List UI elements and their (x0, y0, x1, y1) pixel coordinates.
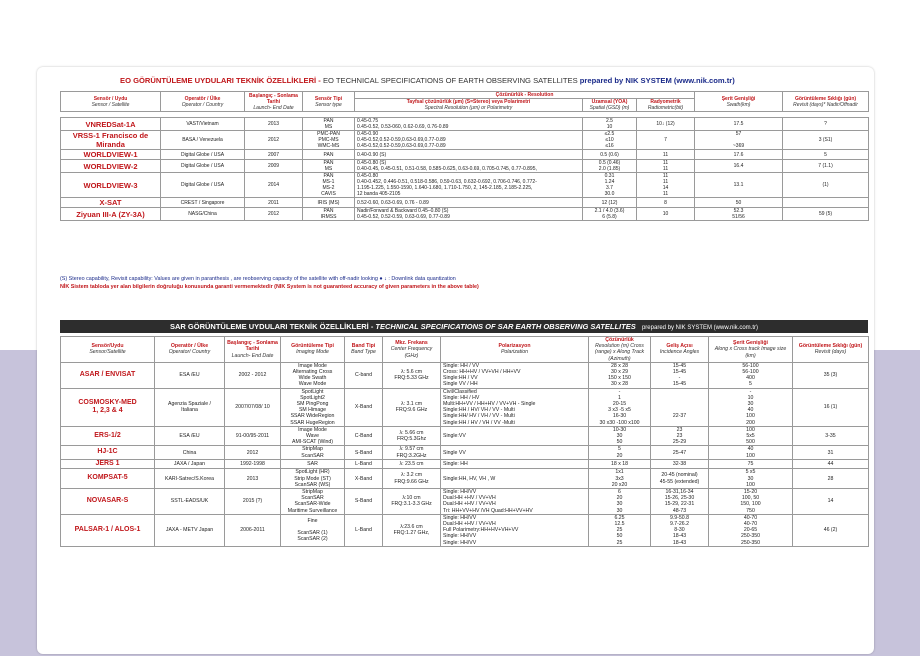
eo-radiometric: 10↓ (12) (637, 118, 695, 131)
eo-date: 2009 (245, 160, 303, 173)
sar-pol: Civil/Classified Single: HH / HV Multi:HH+VV / HH+HV / VV+VH - Single Single:HH / HV/ VH / VV - Multi Single:HH/ HV / VH / VV - Multi Single:HH / HV / VH / VV -Multi (441, 388, 589, 426)
sar-band: X-Band (345, 388, 383, 426)
sar-date: 2012 (225, 446, 281, 459)
sar-table (60, 336, 869, 547)
eo-date: 2011 (245, 198, 303, 208)
sar-operator: SSTL-EADS/UK (155, 488, 225, 514)
eo-header-swath: Şerit Genişliği Swath(km) (695, 92, 783, 112)
sar-header-launch: Başlangıç - Sonlama Tarihi Launch- End Date (225, 337, 281, 363)
sar-operator: China (155, 446, 225, 459)
sar-header-freq: Mkz. Frekans Center Frequency (GHz) (383, 337, 441, 363)
eo-spatial: 0.5 (0.46) 2.0 (1.85) (583, 160, 637, 173)
table-row (61, 469, 869, 489)
sar-header-revisit: Görüntüleme Sıklığı (gün) Revisit (days) (793, 337, 869, 363)
table-row (61, 446, 869, 459)
table-row (61, 208, 869, 221)
sar-res: 28 x 28 30 x 29 150 x 150 30 x 28 (589, 362, 651, 388)
sar-band: L-Band (345, 459, 383, 469)
sar-revisit: 16 (1) (793, 388, 869, 426)
eo-radiometric: 11 (637, 150, 695, 160)
sar-inc: 9.9-50.8 9.7-26.2 8-30 18-43 18-43 (651, 514, 709, 546)
sar-revisit: 31 (793, 446, 869, 459)
eo-sensor-name: VRSS-1 Francisco de Miranda (61, 131, 161, 150)
eo-revisit: 7 (1.1) (783, 160, 869, 173)
sar-inc: 16-31,16-34 15-26, 25-30 15-29, 22-31 48-73 (651, 488, 709, 514)
eo-date: 2007 (245, 150, 303, 160)
sar-mode: StripMap ScanSAR (281, 446, 345, 459)
eo-type: PMC-PAN PMC-MS WMC-MS (303, 131, 355, 150)
eo-title-en: EO TECHNICAL SPECIFICATIONS OF EARTH OBSERVING SATELLITES (322, 76, 578, 85)
sar-res: 6.25 12.5 25 50 25 (589, 514, 651, 546)
eo-spectral: 0.40-0.90 (S) (355, 150, 583, 160)
table-row (61, 118, 869, 131)
eo-sensor-name: X-SAT (61, 198, 161, 208)
sar-mode: StripMap ScanSAR ScanSAR-Wide Maritime Surveillance (281, 488, 345, 514)
table-row (61, 514, 869, 546)
eo-sensor-name: WORLDVIEW-3 (61, 173, 161, 198)
sar-band: S-Band (345, 446, 383, 459)
eo-header-spectral: Tayfsal çözünürlük (µm) (S=Stereo) veya Polarimetri Spectral Resolution (µm) or Polarimetry (355, 99, 583, 112)
eo-header-operator: Operatör / Ülke Operator / Country (161, 92, 245, 112)
sar-inc: 20-45 (nominal) 45-55 (extended) (651, 469, 709, 489)
sar-swath: 56-100 56-100 400 5 (709, 362, 793, 388)
sar-title-by: prepared by NIK SYSTEM (www.nik.com.tr) (641, 325, 758, 331)
eo-swath: 17.6 (695, 150, 783, 160)
sar-operator: JAXA / Japan (155, 459, 225, 469)
sar-pol: Single:HH, HV, VH , W (441, 469, 589, 489)
sar-header-pol: Polarizasyon Polarization (441, 337, 589, 363)
sar-header-res: Çözünürlük Resolution (m) Cross (range) x Along Track (Azimuth) (589, 337, 651, 363)
sar-mode: SpotLight SpotLight2 SM PingPong SM Himage SSAR WideRegion SSAR HugeRegion (281, 388, 345, 426)
sar-res: 6 20 30 30 (589, 488, 651, 514)
sar-header-operator: Operatör / Ülke Operator/ Country (155, 337, 225, 363)
eo-spatial: 2.5 10 (583, 118, 637, 131)
eo-revisit: (1) (783, 173, 869, 198)
eo-type: PAN MS (303, 160, 355, 173)
sar-mode: Fine ScanSAR (1) ScanSAR (2) (281, 514, 345, 546)
sar-date: 2002 - 2012 (225, 362, 281, 388)
sar-header-inc: Geliş Açısı Incidence Angles (651, 337, 709, 363)
eo-table (60, 91, 869, 221)
eo-header-row (61, 92, 869, 99)
eo-revisit: ? (783, 118, 869, 131)
eo-header-launch: Başlangıç - Sonlama Tarihi Launch- End Date (245, 92, 303, 112)
sar-revisit: 14 (793, 488, 869, 514)
eo-spectral: 0.45-0.90 0.45-0.52,0.52-0.59,0.63-0.69,0.77-0.89 0.45-0.52,0.52-0.59,0.63-0.69,0.77-0.89 (355, 131, 583, 150)
sar-revisit: 46 (2) (793, 514, 869, 546)
sar-freq: λ:23.6 cm FRQ:1.27 GHz, (383, 514, 441, 546)
eo-swath: 13.1 (695, 173, 783, 198)
eo-operator: Digital Globe / USA (161, 160, 245, 173)
eo-spatial: 2.1 / 4.0 (3.6) 6 (5.8) (583, 208, 637, 221)
sar-date: 1992-1998 (225, 459, 281, 469)
sar-freq: λ: 23.5 cm (383, 459, 441, 469)
table-row (61, 198, 869, 208)
eo-note-disclaimer: NİK Sistem tabloda yer alan bilgilerin doğruluğu konusunda garanti vermemektedir (NIK System is not guaranteed accuracy of given parameters in the above table) (60, 284, 479, 290)
eo-sensor-name: WORLDVIEW-1 (61, 150, 161, 160)
sar-mode: SpotLight (HR) Strip Mode (ST) ScanSAR (WS) (281, 469, 345, 489)
eo-header-radiometric: Radyometrik Radiometric(bit) (637, 99, 695, 112)
sar-operator: ESA /EU (155, 426, 225, 446)
eo-spectral: 0.45-0.75 0.45-0.52, 0.53-060, 0.62-0.69, 0.76-0.89 (355, 118, 583, 131)
eo-radiometric: 11 11 14 11 (637, 173, 695, 198)
sar-date: 2015 (?) (225, 488, 281, 514)
table-row (61, 362, 869, 388)
page-top (0, 0, 920, 30)
eo-type: PAN MS-1 MS-2 CAVIS (303, 173, 355, 198)
sar-sensor-name: ASAR / ENVISAT (61, 362, 155, 388)
eo-spatial: ≤2.5 ≤10 ≤16 (583, 131, 637, 150)
eo-spectral: 0.45-0.80 (S) 0.40-0.45, 0.45-0.51, 0.51-0.58, 0.585-0.625, 0.63-0.69, 0.705-0.745, 0.77-0.895, (355, 160, 583, 173)
sar-title-tr: SAR GÖRÜNTÜLEME UYDULARI TEKNİK ÖZELLİKLERİ - (169, 322, 374, 331)
eo-header-spatial: Uzamsal (YÖA) Spatial (GSD) (m) (583, 99, 637, 112)
sar-pol: Single:VV (441, 426, 589, 446)
sar-freq: λ: 9.57 cm FRQ:3.2GHz (383, 446, 441, 459)
eo-sensor-name: Ziyuan III-A (ZY-3A) (61, 208, 161, 221)
sar-mode: SAR (281, 459, 345, 469)
eo-radiometric: 7 (637, 131, 695, 150)
eo-spectral: 0.52-0.60, 0.63-0.69, 0.76 - 0.89 (355, 198, 583, 208)
sar-operator: JAXA - METV Japan (155, 514, 225, 546)
eo-spectral: 0.45-0.80 0.40-0.452, 0.446-0.51, 0.518-0.586, 0.59-0.63, 0.632-0.692, 0.706-0.746, 0.772- 1.195-1.225, 1.550-1590, 1.640-1.680, 1.710-1.750, 2, 145-2.185, 2.185-2.225, 12 banda 405-2105 (355, 173, 583, 198)
eo-title-tr: EO GÖRÜNTÜLEME UYDULARI TEKNİK ÖZELLİKLERİ - (120, 76, 321, 85)
eo-title (120, 76, 735, 85)
eo-spatial: 12 (12) (583, 198, 637, 208)
sar-swath: 75 (709, 459, 793, 469)
eo-date: 2014 (245, 173, 303, 198)
eo-header-type: Sensör Tipi Sensor type (303, 92, 355, 112)
sar-sensor-name: PALSAR-1 / ALOS-1 (61, 514, 155, 546)
eo-header-revisit: Görüntüleme Sıklığı (gün) Revisit (days)* Nadir/Offnadir (783, 92, 869, 112)
sar-swath: 5 x5 30 100 (709, 469, 793, 489)
eo-type: PAN IRMSS (303, 208, 355, 221)
sar-res: 18 x 18 (589, 459, 651, 469)
sar-date: 2006-2011 (225, 514, 281, 546)
sar-freq: λ: 3.2 cm FRQ:9.66 GHz (383, 469, 441, 489)
sar-revisit: 3-35 (793, 426, 869, 446)
sar-res: 10-30 30 50 (589, 426, 651, 446)
eo-swath: 50 (695, 198, 783, 208)
eo-spatial: 0.5 (0.6) (583, 150, 637, 160)
sar-mode: Image Mode Alternating Cross Wide Swath Wave Mode (281, 362, 345, 388)
sar-freq: λ: 3.1 cm FRQ:9.6 GHz (383, 388, 441, 426)
sar-title-en: TECHNICAL SPECIFICATIONS OF SAR EARTH OBSERVING SATELLITES (375, 322, 636, 331)
sar-inc: 15-45 15-45 - 15-45 (651, 362, 709, 388)
sar-res: 5 20 (589, 446, 651, 459)
sar-freq: λ: 5.66 cm FRQ:5.3Ghz (383, 426, 441, 446)
eo-revisit (783, 198, 869, 208)
eo-type: PAN MS (303, 118, 355, 131)
eo-radiometric: 8 (637, 198, 695, 208)
table-row (61, 459, 869, 469)
table-row (61, 426, 869, 446)
sar-res: - 1 20-15 3 x3 -5 x5 16-30 30 x30 -100 x100 (589, 388, 651, 426)
eo-spatial: 0.31 1.24 3.7 30.0 (583, 173, 637, 198)
eo-swath: 17.5 (695, 118, 783, 131)
sar-revisit: 35 (3) (793, 362, 869, 388)
sar-inc: 25-47 (651, 446, 709, 459)
sar-inc: 22-37 (651, 388, 709, 426)
sar-header-sensor: Sensör/Uydu Sensor/Satellite (61, 337, 155, 363)
sar-date: 2007/07/08/ 10 (225, 388, 281, 426)
sar-swath: - 10 30 40 100 200 (709, 388, 793, 426)
sar-freq: λ:10 cm FRQ:3.1-3.3 GHz (383, 488, 441, 514)
eo-spectral: Nadir/Forward & Backward 0.45–0.80 (S) 0.45-0.52, 0.52-0.59, 0.63-0.69, 0.77-0.89 (355, 208, 583, 221)
sar-mode: Image Mode Wave AMI-SCAT (Wind) (281, 426, 345, 446)
eo-revisit: 5 (783, 150, 869, 160)
sar-header-band: Band Tipi Band Type (345, 337, 383, 363)
sar-band: C-Band (345, 426, 383, 446)
table-row (61, 160, 869, 173)
eo-radiometric: 10 (637, 208, 695, 221)
table-row (61, 388, 869, 426)
eo-operator: NASG/China (161, 208, 245, 221)
sar-band: S-Band (345, 488, 383, 514)
eo-swath: 16.4 (695, 160, 783, 173)
sar-pol: Single VV (441, 446, 589, 459)
eo-date: 2012 (245, 131, 303, 150)
sar-res: 1x1 3x3 20 x20 (589, 469, 651, 489)
eo-title-by: prepared by NIK SYSTEM (www.nik.com.tr) (579, 76, 735, 85)
sar-sensor-name: KOMPSAT-5 (61, 469, 155, 489)
table-row (61, 173, 869, 198)
sar-band: L-Band (345, 514, 383, 546)
sar-swath: 100 5x5 500 (709, 426, 793, 446)
sar-date: 2013 (225, 469, 281, 489)
eo-revisit: 3 (S1) (783, 131, 869, 150)
table-row (61, 131, 869, 150)
eo-type: IRIS (MS) (303, 198, 355, 208)
eo-operator: VAST/Vietnam (161, 118, 245, 131)
eo-radiometric: 11 11 (637, 160, 695, 173)
sar-swath: 40 100 (709, 446, 793, 459)
eo-date: 2012 (245, 208, 303, 221)
eo-sensor-name: WORLDVIEW-2 (61, 160, 161, 173)
sar-sensor-name: JERS 1 (61, 459, 155, 469)
sar-inc: 32-38 (651, 459, 709, 469)
eo-operator: CREST / Singapore (161, 198, 245, 208)
eo-operator: BASA / Venezuela (161, 131, 245, 150)
sar-title (60, 320, 868, 333)
sar-sensor-name: NOVASAR-S (61, 488, 155, 514)
table-row (61, 150, 869, 160)
sar-band: C-band (345, 362, 383, 388)
sar-header-swath: Şerit Genişliği Along x Cross track Image size (km) (709, 337, 793, 363)
eo-type: PAN (303, 150, 355, 160)
eo-revisit: 59 (5) (783, 208, 869, 221)
sar-revisit: 44 (793, 459, 869, 469)
eo-swath: 52.3 51/56 (695, 208, 783, 221)
sar-sensor-name: HJ-1C (61, 446, 155, 459)
eo-swath: 57 ~369 (695, 131, 783, 150)
sar-revisit: 28 (793, 469, 869, 489)
sar-pol: Single: HH (441, 459, 589, 469)
eo-date: 2013 (245, 118, 303, 131)
sar-operator: Agenzia Spaziale / Italiana (155, 388, 225, 426)
table-row (61, 488, 869, 514)
eo-sensor-name: VNREDSat-1A (61, 118, 161, 131)
sar-operator: ESA /EU (155, 362, 225, 388)
sar-pol: Single: HH/VV Dual:HH +HV / VV+VH Dual:HH +HV / VV+VH Tri: HH+VV+HV /VH Quad:HH+VV+HV (441, 488, 589, 514)
sar-sensor-name: ERS-1/2 (61, 426, 155, 446)
eo-header-sensor: Sensör / Uydu Sensor / Satellite (61, 92, 161, 112)
sar-swath: 15-20 100, 50 150, 100 750 (709, 488, 793, 514)
sar-header-row (61, 337, 869, 363)
eo-header-resolution: Çözünürlük - Resolution (355, 92, 695, 99)
sar-inc: 23 23 25-29 (651, 426, 709, 446)
sar-operator: KARI-Satrec/S.Korea (155, 469, 225, 489)
eo-note-stereo: (S) Stereo capability, Revisit capability: Values are given in paranthesis , are reobserving capacity of the satellite with off-nadir looking ● ↓ : Downlink data quantization (60, 276, 456, 282)
sar-freq: λ: 5.6 cm FRQ:5.33 GHz (383, 362, 441, 388)
sar-swath: 40-70 40-70 20-65 250-350 250-350 (709, 514, 793, 546)
sar-date: 91-00/95-2011 (225, 426, 281, 446)
sar-pol: Single: HH / VV Cross: HH+HV / VV+VH / HH+VV Single:HH / VV Single VV / HH (441, 362, 589, 388)
eo-operator: Digital Globe / USA (161, 173, 245, 198)
sar-band: X-Band (345, 469, 383, 489)
sar-header-mode: Görüntüleme Tipi Imaging Mode (281, 337, 345, 363)
eo-operator: Digital Globe / USA (161, 150, 245, 160)
sar-sensor-name: COSMOSKY-MED 1, 2,3 & 4 (61, 388, 155, 426)
sar-pol: Single: HH/VV Dual:HH +HV / VV+VH Full Polarimetry:HH+HV+VH+VV Single: HH/VV Single: HH/VV (441, 514, 589, 546)
